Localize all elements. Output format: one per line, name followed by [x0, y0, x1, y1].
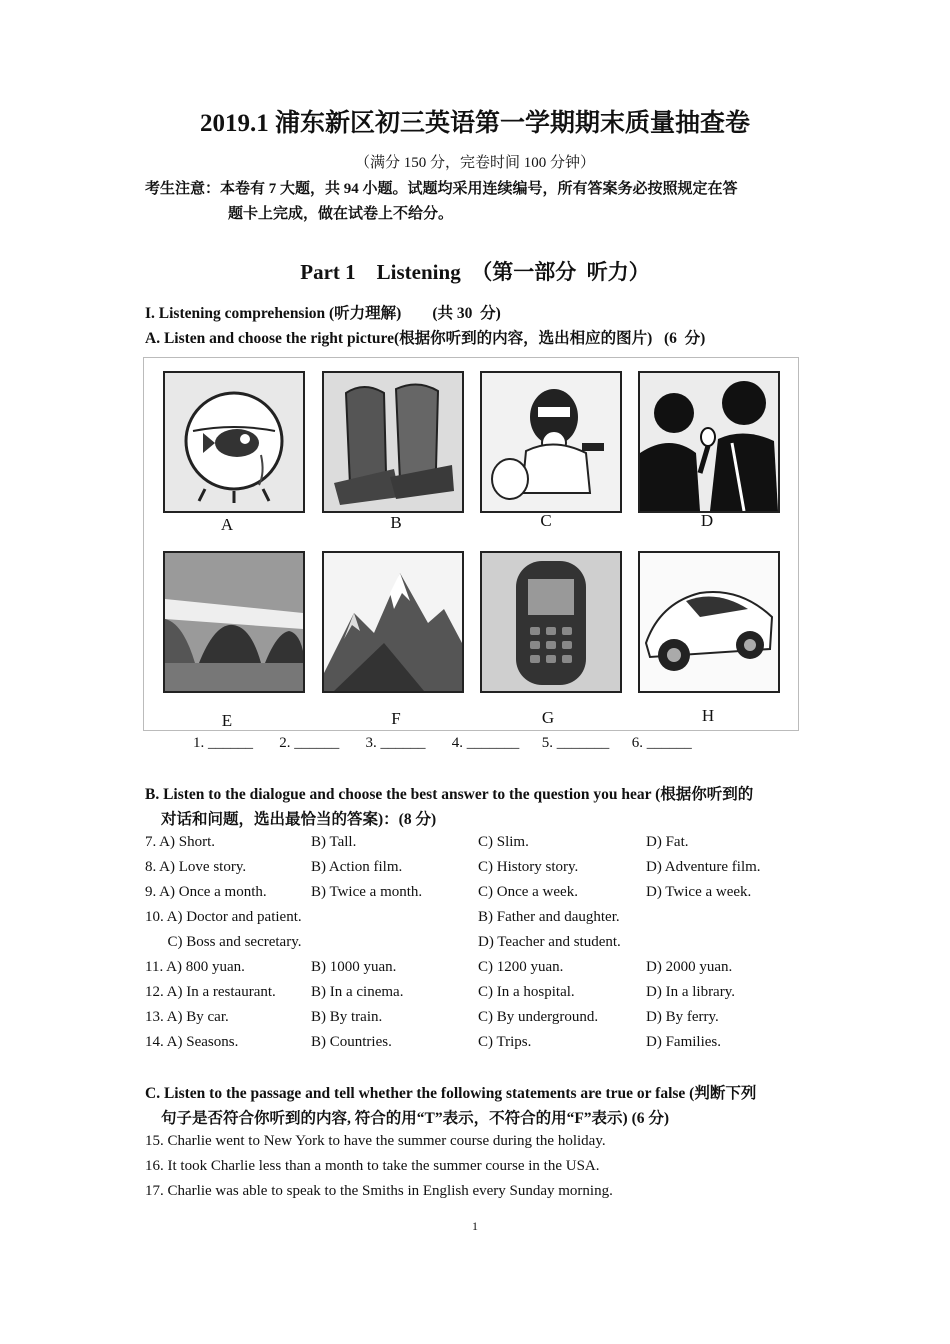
option-a: 9. A) Once a month.: [145, 884, 267, 900]
question-row: [145, 834, 815, 859]
section-c-title-line-1: C. Listen to the passage and tell whether the following statements are true or false (判断下列: [145, 1085, 757, 1102]
picture-letter-b: B: [390, 513, 402, 532]
option-d: D) Twice a week.: [646, 884, 752, 900]
sports-car-icon: [638, 551, 780, 693]
section-1-title: I. Listening comprehension (听力理解) (共 30 分): [145, 305, 501, 322]
option-d: D) By ferry.: [646, 1009, 719, 1025]
page-number: 1: [472, 1219, 478, 1233]
part-heading: Part 1 Listening （第一部分 听力）: [300, 260, 650, 284]
question-row: [145, 884, 815, 909]
option-c: C) In a hospital.: [478, 984, 575, 1000]
statement-16: 16. It took Charlie less than a month to take the summer course in the USA.: [145, 1158, 600, 1174]
option-a: 14. A) Seasons.: [145, 1034, 239, 1050]
option-b: B) Twice a month.: [311, 884, 423, 900]
exam-subtitle: （满分 150 分，完卷时间 100 分钟）: [354, 155, 595, 171]
option-a: 8. A) Love story.: [145, 859, 247, 875]
picture-letter-a: A: [220, 515, 234, 534]
exam-notice: [145, 177, 815, 227]
question-row: [145, 1034, 815, 1059]
picture-letter-g: G: [541, 708, 555, 727]
option-c: C) Trips.: [478, 1034, 532, 1050]
option-c: C) By underground.: [478, 1009, 599, 1025]
notice-line-2: 题卡上完成，做在试卷上不给分。: [228, 206, 454, 222]
picture-letter-f: F: [391, 709, 401, 728]
section-b-title: [145, 782, 815, 832]
option-b: B) 1000 yuan.: [311, 959, 397, 975]
option-d: D) In a library.: [646, 984, 735, 1000]
section-a-title: A. Listen and choose the right picture(根据你听到的内容，选出相应的图片) (6 分): [145, 330, 706, 347]
question-row: [145, 959, 815, 984]
option-d: D) 2000 yuan.: [646, 959, 733, 975]
option-a: 12. A) In a restaurant.: [145, 984, 276, 1000]
picture-letter-e: E: [221, 711, 233, 730]
option-c: D) Teacher and student.: [478, 934, 621, 950]
bridge-icon: [163, 551, 305, 693]
section-b-title-line-1: B. Listen to the dialogue and choose the best answer to the question you hear (根据你听到的: [145, 786, 754, 803]
option-c: C) Once a week.: [478, 884, 578, 900]
option-a: 7. A) Short.: [145, 834, 216, 850]
option-b: B) Action film.: [311, 859, 403, 875]
picture-letter-d: D: [700, 511, 714, 530]
picture-letter-h: H: [701, 706, 715, 725]
fishbowl-icon: [163, 371, 305, 513]
section-c-title: [145, 1081, 815, 1131]
section-b-title-line-2: 对话和问题，选出最恰当的答案)：(8 分): [161, 811, 437, 828]
interview-icon: [638, 371, 780, 513]
option-c: C) Slim.: [478, 834, 529, 850]
option-b: B) By train.: [311, 1009, 383, 1025]
option-c: B) Father and daughter.: [478, 909, 620, 925]
option-a: 10. A) Doctor and patient.: [145, 909, 302, 925]
question-row: [145, 859, 815, 884]
statement-17: 17. Charlie was able to speak to the Smiths in English every Sunday morning.: [145, 1183, 613, 1199]
question-row: [145, 934, 815, 959]
notice-line-1: 考生注意：本卷有 7 大题，共 94 小题。试题均采用连续编号，所有答案务必按照规定在答: [145, 181, 738, 197]
mountain-icon: [322, 551, 464, 693]
option-c: C) 1200 yuan.: [478, 959, 564, 975]
option-b: B) In a cinema.: [311, 984, 404, 1000]
option-a: 13. A) By car.: [145, 1009, 229, 1025]
robber-icon: [480, 371, 622, 513]
option-d: D) Families.: [646, 1034, 721, 1050]
mobile-phone-icon: [480, 551, 622, 693]
question-row: [145, 909, 815, 934]
seats-icon: [322, 371, 464, 513]
option-b: B) Tall.: [311, 834, 357, 850]
option-d: D) Adventure film.: [646, 859, 761, 875]
exam-title: 2019.1 浦东新区初三英语第一学期期末质量抽查卷: [199, 110, 750, 137]
answer-blanks: 1. ______ 2. ______ 3. ______ 4. _______ 5. _______ 6. ______: [193, 735, 692, 751]
picture-letter-c: C: [540, 511, 552, 530]
question-row: [145, 984, 815, 1009]
section-c-title-line-2: 句子是否符合你听到的内容, 符合的用“T”表示，不符合的用“F”表示) (6 分): [161, 1110, 670, 1127]
option-d: D) Fat.: [646, 834, 689, 850]
option-b: B) Countries.: [311, 1034, 392, 1050]
option-a: C) Boss and secretary.: [145, 934, 302, 950]
question-row: [145, 1009, 815, 1034]
option-c: C) History story.: [478, 859, 579, 875]
option-a: 11. A) 800 yuan.: [145, 959, 245, 975]
statement-15: 15. Charlie went to New York to have the summer course during the holiday.: [145, 1133, 606, 1149]
